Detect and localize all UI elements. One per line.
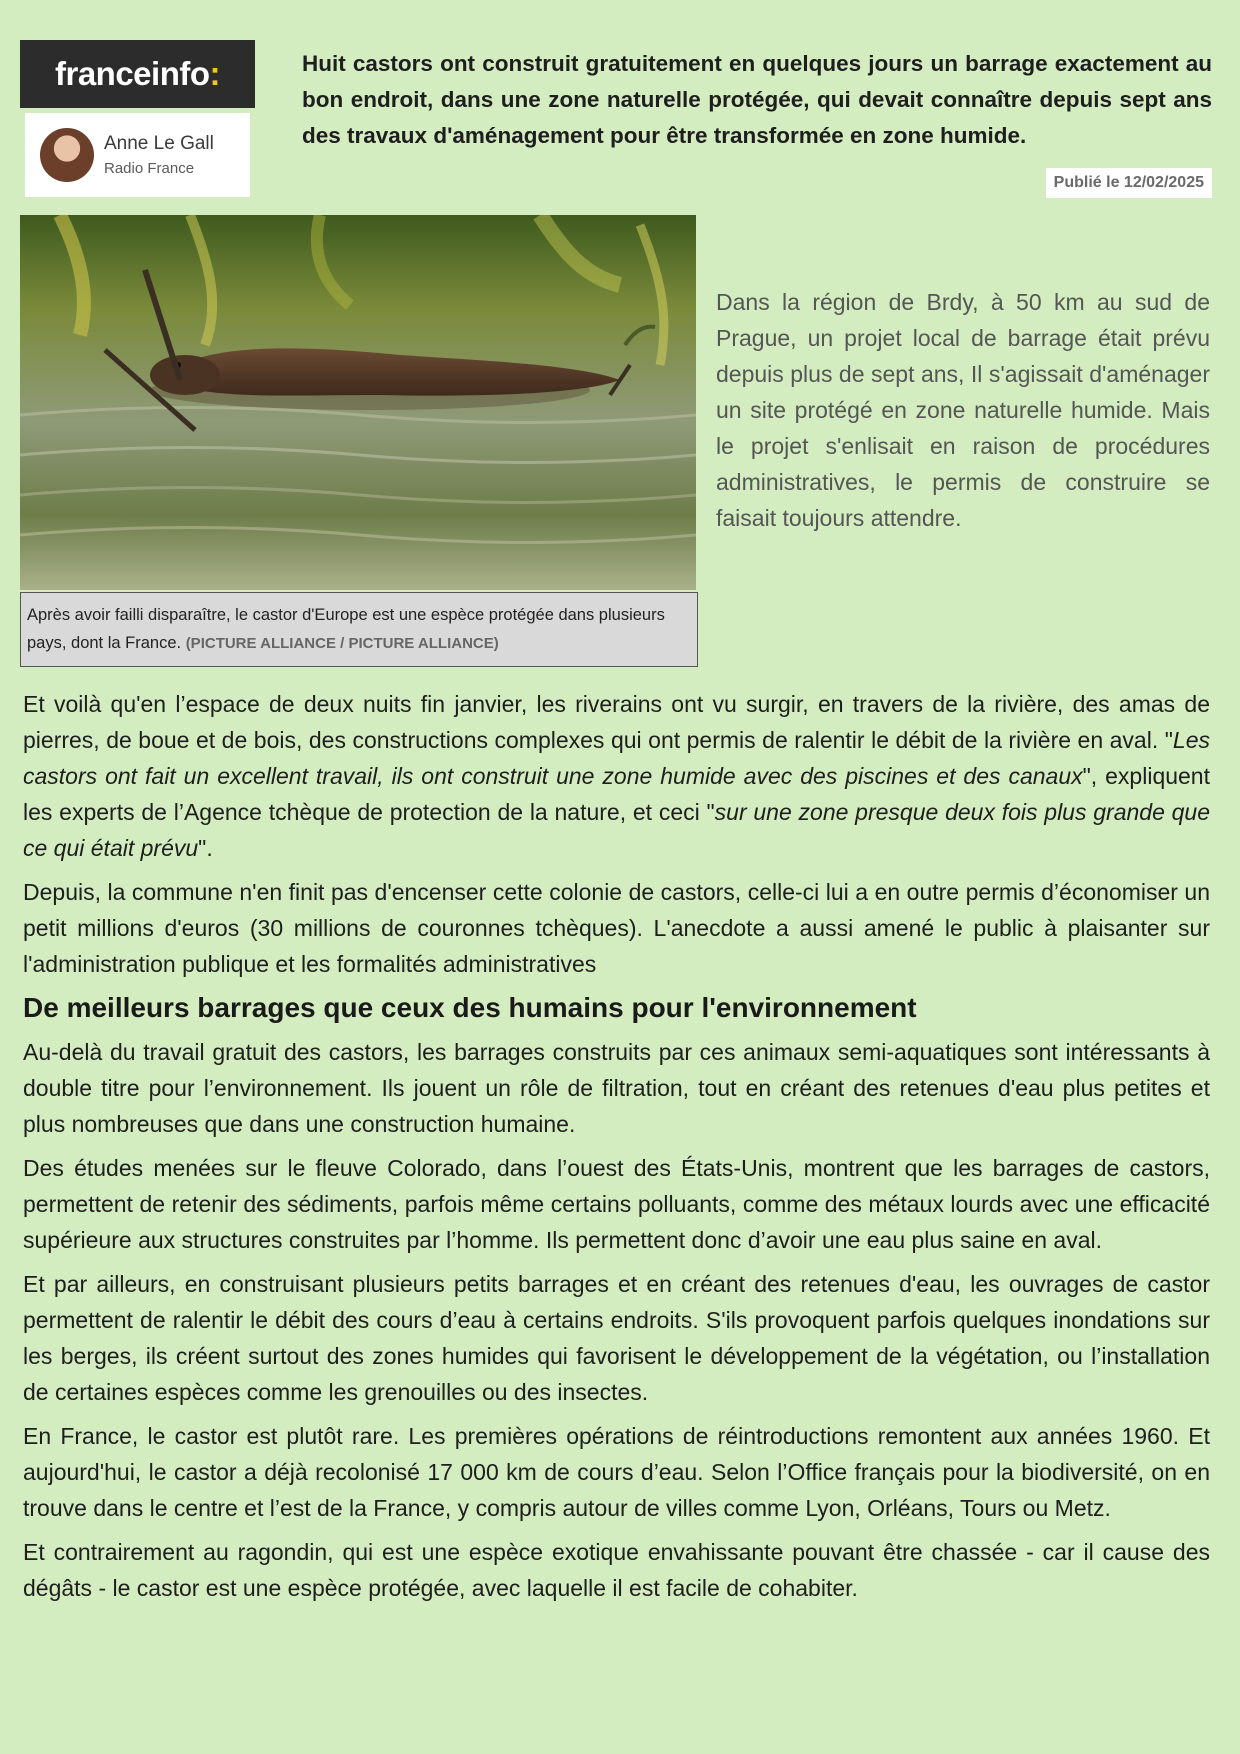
paragraph-4: Des études menées sur le fleuve Colorado, dans l’ouest des États-Unis, montrent que les barrages de castors, permettent de retenir des sédiments, parfois même certains polluants, comme des métaux lourds avec une efficacité supérieure aux structures construites par l’homme. Ils permettent donc d’avoir une eau plus saine en aval. <box>23 1155 1210 1253</box>
photo-credit: (PICTURE ALLIANCE / PICTURE ALLIANCE) <box>185 635 499 652</box>
paragraph-2: Depuis, la commune n'en finit pas d'encenser cette colonie de castors, celle-ci lui a en outre permis d’économiser un petit millions d'euros (30 millions de couronnes tchèques). L'anecdote a aussi amené le public à plaisanter sur l'administration publique et les formalités administratives <box>23 879 1210 977</box>
paragraph-1-text-b: ", expliquent les experts de l’Agence tchèque de protection de la nature, et ceci " <box>23 763 1210 825</box>
author-avatar <box>40 128 94 182</box>
paragraph-3: Au-delà du travail gratuit des castors, les barrages construits par ces animaux semi-aquatiques sont intéressants à double titre pour l’environnement. Ils jouent un rôle de filtration, tout en créant des retenues d'eau plus petites et plus nombreuses que dans une construction humaine. <box>23 1039 1210 1137</box>
paragraph-1 <box>23 686 1210 866</box>
beaver-photo <box>20 215 696 590</box>
article-lede: Huit castors ont construit gratuitement en quelques jours un barrage exactement au bon endroit, dans une zone naturelle protégée, qui devait connaître depuis sept ans des travaux d'aménagement pour être transformée en zone humide. <box>302 51 1212 148</box>
author-name: Anne Le Gall <box>104 133 214 154</box>
photo-caption <box>20 592 698 667</box>
logo-text: franceinfo <box>54 55 210 92</box>
quote-2: sur une zone presque deux fois plus grande que ce qui était prévu <box>23 799 1211 861</box>
logo-colon: : <box>209 55 221 92</box>
paragraph-1-text-c: ". <box>198 835 213 861</box>
paragraph-7: Et contrairement au ragondin, qui est une espèce exotique envahissante pouvant être chassée - car il cause des dégâts - le castor est une espèce protégée, avec laquelle il est facile de cohabiter. <box>23 1539 1210 1601</box>
publication-date: Publié le 12/02/2025 <box>1046 168 1212 198</box>
caption-text: Après avoir failli disparaître, le castor d'Europe est une espèce protégée dans plusieurs pays, dont la France. <box>27 606 665 652</box>
beaver-photo-illustration <box>20 215 696 590</box>
author-organization: Radio France <box>104 160 195 177</box>
franceinfo-logo[interactable] <box>20 40 255 108</box>
intro-paragraph: Dans la région de Brdy, à 50 km au sud de Prague, un projet local de barrage était prévu depuis plus de sept ans, Il s'agissait d'aménager un site protégé en zone naturelle humide. Mais le projet s'enlisait en raison de procédures administratives, le permis de construire se faisait toujours attendre. <box>716 289 1210 531</box>
section-heading: De meilleurs barrages que ceux des humains pour l'environnement <box>23 992 917 1023</box>
quote-1: Les castors ont fait un excellent travail, ils ont construit une zone humide avec des piscines et des canaux <box>23 727 1210 789</box>
article-body <box>23 686 1210 1614</box>
paragraph-5: Et par ailleurs, en construisant plusieurs petits barrages et en créant des retenues d'eau, les ouvrages de castor permettent de ralentir le débit des cours d’eau à certains endroits. S'ils provoquent parfois quelques inondations sur les berges, ils créent surtout des zones humides qui favorisent le développement de la végétation, ou l’installation de certaines espèces comme les grenouilles ou des insectes. <box>23 1271 1210 1405</box>
paragraph-1-text-a: Et voilà qu'en l’espace de deux nuits fin janvier, les riverains ont vu surgir, en travers de la rivière, des amas de pierres, de boue et de bois, des constructions complexes qui ont permis de ralentir le débit de la rivière en aval. " <box>23 691 1210 753</box>
paragraph-6: En France, le castor est plutôt rare. Les premières opérations de réintroductions remontent aux années 1960. Et aujourd'hui, le castor a déjà recolonisé 17 000 km de cours d’eau. Selon l’Office français pour la biodiversité, on en trouve dans le centre et l’est de la France, y compris autour de villes comme Lyon, Orléans, Tours ou Metz. <box>23 1423 1210 1521</box>
author-card[interactable] <box>25 113 250 197</box>
